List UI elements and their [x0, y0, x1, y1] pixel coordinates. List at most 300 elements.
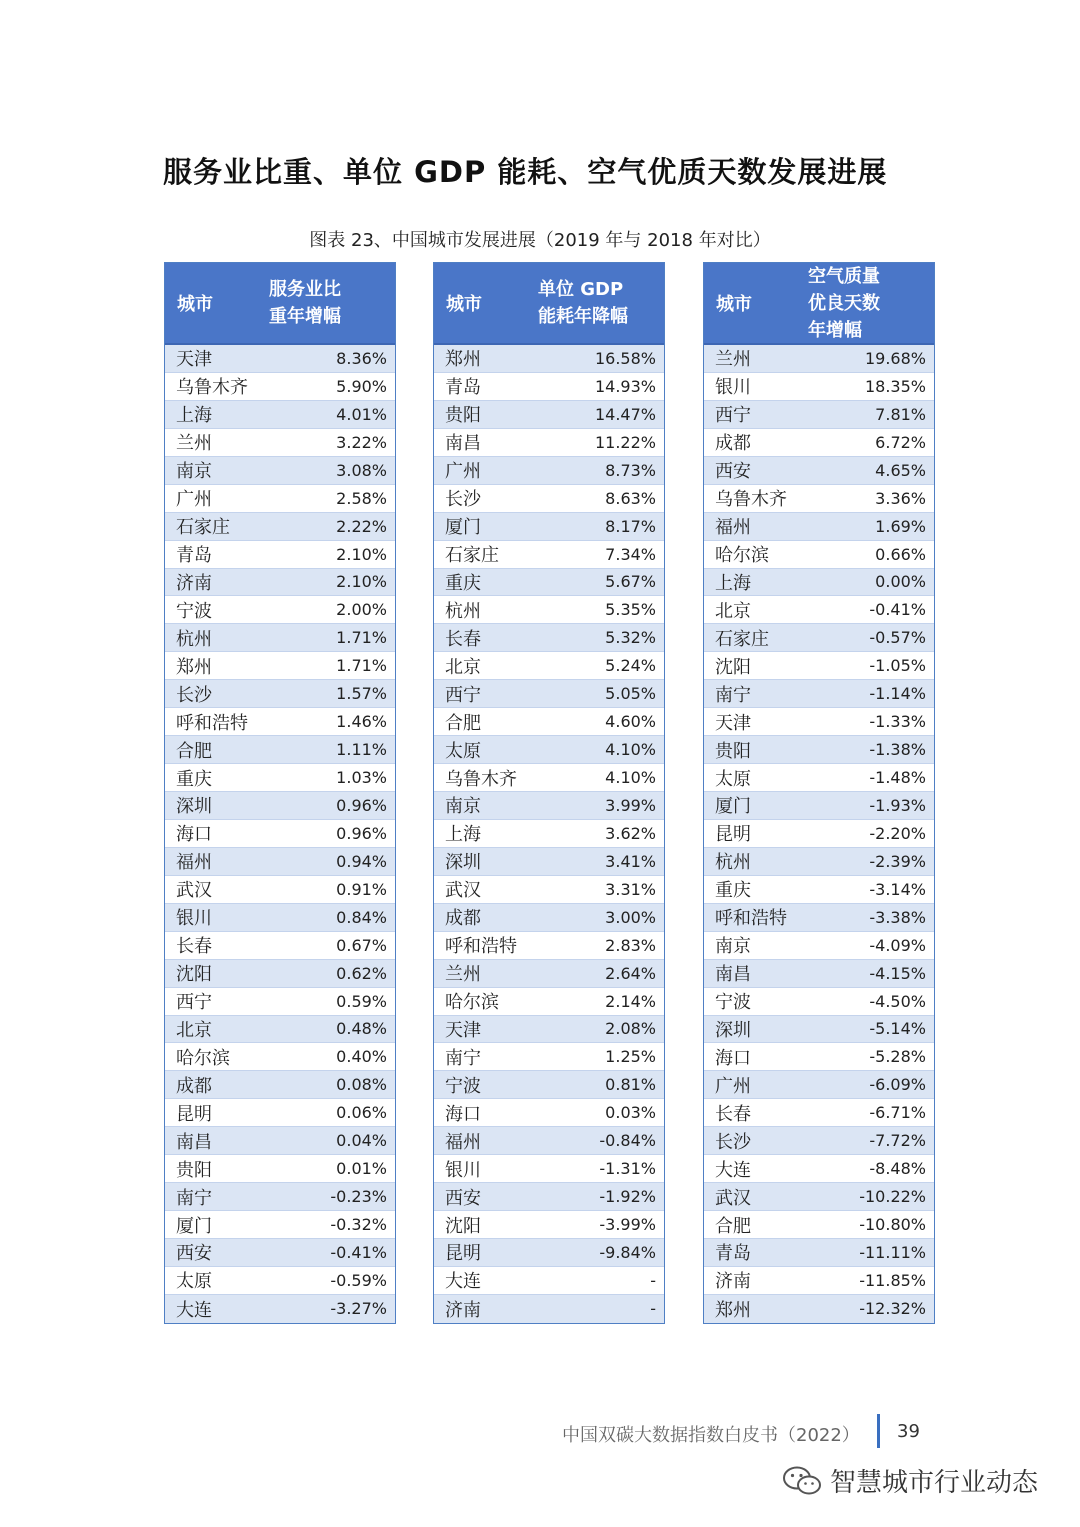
- table-gdp-energy: [433, 262, 665, 1324]
- metric-value: -10.80%: [859, 1215, 926, 1235]
- page-number: 39: [897, 1421, 920, 1442]
- table-row: [434, 513, 664, 541]
- metric-value: 0.84%: [336, 907, 387, 927]
- metric-value: 3.00%: [605, 907, 656, 927]
- metric-value: -11.11%: [859, 1242, 926, 1262]
- city-name: 大连: [445, 1271, 481, 1293]
- city-name: 广州: [715, 1075, 751, 1097]
- metric-value: 18.35%: [864, 376, 926, 396]
- city-name: 宁波: [715, 992, 751, 1014]
- city-name: 西宁: [445, 684, 481, 706]
- city-name: 太原: [445, 740, 481, 762]
- table-row: [434, 485, 664, 513]
- metric-value: 0.01%: [336, 1159, 387, 1179]
- header-metric: [269, 276, 395, 330]
- metric-value: 0.00%: [875, 572, 926, 592]
- table-row: [165, 1267, 395, 1295]
- city-name: 石家庄: [445, 545, 499, 567]
- table-row: [165, 1183, 395, 1211]
- city-name: 呼和浩特: [176, 712, 248, 734]
- table-row: [434, 457, 664, 485]
- table-row: [165, 988, 395, 1016]
- city-name: 北京: [176, 1019, 212, 1041]
- metric-value: 0.04%: [336, 1131, 387, 1151]
- table-row: [434, 680, 664, 708]
- metric-value: 3.36%: [875, 488, 926, 508]
- table-row: [165, 513, 395, 541]
- city-name: 大连: [715, 1159, 751, 1181]
- metric-value: 2.08%: [605, 1019, 656, 1039]
- metric-value: -1.14%: [869, 684, 926, 704]
- city-name: 青岛: [176, 545, 212, 567]
- header-metric-line: 服务业比: [269, 279, 341, 300]
- metric-value: -: [650, 1299, 656, 1319]
- metric-value: -1.33%: [869, 712, 926, 732]
- table-row: [434, 932, 664, 960]
- table-row: [704, 708, 934, 736]
- city-name: 上海: [715, 572, 751, 594]
- table-row: [704, 792, 934, 820]
- table-row: [434, 345, 664, 373]
- table-row: [704, 569, 934, 597]
- table-row: [165, 848, 395, 876]
- city-name: 上海: [176, 405, 212, 427]
- city-name: 青岛: [445, 377, 481, 399]
- metric-value: -5.28%: [869, 1047, 926, 1067]
- metric-value: 0.03%: [605, 1103, 656, 1123]
- table-row: [704, 652, 934, 680]
- city-name: 武汉: [176, 880, 212, 902]
- table-row: [704, 624, 934, 652]
- table-row: [434, 960, 664, 988]
- metric-value: 1.69%: [875, 516, 926, 536]
- metric-value: -3.99%: [599, 1215, 656, 1235]
- metric-value: 0.08%: [336, 1075, 387, 1095]
- city-name: 长春: [176, 936, 212, 958]
- table-row: [165, 429, 395, 457]
- table-row: [165, 736, 395, 764]
- city-name: 郑州: [715, 1299, 751, 1321]
- metric-value: 2.58%: [336, 488, 387, 508]
- table-row: [434, 596, 664, 624]
- table-row: [704, 1016, 934, 1044]
- metric-value: 1.71%: [336, 628, 387, 648]
- city-name: 合肥: [445, 712, 481, 734]
- city-name: 杭州: [715, 852, 751, 874]
- table-row: [704, 1155, 934, 1183]
- metric-value: 1.03%: [336, 768, 387, 788]
- header-metric-line: 空气质量: [808, 265, 880, 287]
- table-row: [704, 764, 934, 792]
- table-row: [165, 624, 395, 652]
- metric-value: -12.32%: [859, 1299, 926, 1319]
- metric-value: -0.57%: [869, 628, 926, 648]
- city-name: 昆明: [445, 1243, 481, 1265]
- metric-value: 2.00%: [336, 600, 387, 620]
- city-name: 天津: [445, 1019, 481, 1041]
- table-row: [434, 1127, 664, 1155]
- table-row: [704, 904, 934, 932]
- metric-value: 3.22%: [336, 432, 387, 452]
- metric-value: -7.72%: [869, 1131, 926, 1151]
- table-row: [165, 1071, 395, 1099]
- metric-value: -10.22%: [859, 1187, 926, 1207]
- table-row: [165, 401, 395, 429]
- city-name: 昆明: [176, 1103, 212, 1125]
- city-name: 厦门: [176, 1215, 212, 1237]
- table-row: [165, 876, 395, 904]
- table-row: [434, 848, 664, 876]
- city-name: 长春: [715, 1103, 751, 1125]
- metric-value: 0.96%: [336, 823, 387, 843]
- footer-divider: [877, 1414, 880, 1448]
- table-row: [165, 1127, 395, 1155]
- metric-value: 4.10%: [605, 768, 656, 788]
- city-name: 银川: [715, 377, 751, 399]
- metric-value: 11.22%: [594, 432, 656, 452]
- city-name: 济南: [715, 1271, 751, 1293]
- metric-value: 7.81%: [875, 404, 926, 424]
- city-name: 天津: [176, 349, 212, 371]
- table-row: [434, 1267, 664, 1295]
- city-name: 昆明: [715, 824, 751, 846]
- city-name: 广州: [176, 489, 212, 511]
- metric-value: 0.62%: [336, 963, 387, 983]
- table-row: [434, 652, 664, 680]
- city-name: 大连: [176, 1299, 212, 1321]
- header-metric-line: 能耗年降幅: [538, 306, 628, 327]
- city-name: 西安: [176, 1243, 212, 1265]
- metric-value: 0.91%: [336, 879, 387, 899]
- metric-value: 5.90%: [336, 376, 387, 396]
- table-row: [434, 1239, 664, 1267]
- table-row: [165, 596, 395, 624]
- city-name: 武汉: [715, 1187, 751, 1209]
- table-row: [165, 960, 395, 988]
- table-row: [434, 1295, 664, 1323]
- city-name: 长春: [445, 628, 481, 650]
- metric-value: 0.06%: [336, 1103, 387, 1123]
- city-name: 石家庄: [176, 517, 230, 539]
- metric-value: -0.59%: [330, 1270, 387, 1290]
- table-row: [165, 792, 395, 820]
- city-name: 海口: [715, 1047, 751, 1069]
- city-name: 厦门: [445, 517, 481, 539]
- metric-value: -6.09%: [869, 1075, 926, 1095]
- metric-value: 0.40%: [336, 1047, 387, 1067]
- metric-value: -11.85%: [859, 1270, 926, 1290]
- header-metric-line: 年增幅: [808, 319, 862, 341]
- metric-value: 0.94%: [336, 851, 387, 871]
- table-row: [165, 569, 395, 597]
- metric-value: -: [650, 1270, 656, 1290]
- wechat-watermark: [782, 1462, 1038, 1499]
- metric-value: 1.25%: [605, 1047, 656, 1067]
- table-row: [165, 1043, 395, 1071]
- metric-value: -1.05%: [869, 656, 926, 676]
- city-name: 沈阳: [445, 1215, 481, 1237]
- table-row: [704, 988, 934, 1016]
- city-name: 福州: [445, 1131, 481, 1153]
- metric-value: -3.14%: [869, 879, 926, 899]
- metric-value: 0.48%: [336, 1019, 387, 1039]
- table-row: [704, 1099, 934, 1127]
- city-name: 贵阳: [445, 405, 481, 427]
- table-row: [165, 541, 395, 569]
- metric-value: 8.36%: [336, 348, 387, 368]
- table-row: [434, 736, 664, 764]
- city-name: 海口: [176, 824, 212, 846]
- table-row: [434, 429, 664, 457]
- city-name: 南宁: [715, 684, 751, 706]
- city-name: 天津: [715, 712, 751, 734]
- header-metric-line: 重年增幅: [269, 306, 341, 327]
- city-name: 上海: [445, 824, 481, 846]
- table-service-sector: [164, 262, 396, 1324]
- city-name: 兰州: [715, 349, 751, 371]
- metric-value: 8.17%: [605, 516, 656, 536]
- city-name: 郑州: [445, 349, 481, 371]
- table-row: [704, 1043, 934, 1071]
- header-city: 城市: [177, 294, 213, 315]
- city-name: 深圳: [445, 852, 481, 874]
- metric-value: 14.93%: [594, 376, 656, 396]
- city-name: 呼和浩特: [445, 936, 517, 958]
- city-name: 重庆: [176, 768, 212, 790]
- table-caption: 图表 23、中国城市发展进展（2019 年与 2018 年对比）: [309, 230, 771, 251]
- metric-value: 1.71%: [336, 656, 387, 676]
- metric-value: 8.63%: [605, 488, 656, 508]
- city-name: 北京: [445, 656, 481, 678]
- metric-value: 2.83%: [605, 935, 656, 955]
- city-name: 杭州: [445, 600, 481, 622]
- metric-value: -6.71%: [869, 1103, 926, 1123]
- city-name: 海口: [445, 1103, 481, 1125]
- city-name: 深圳: [715, 1019, 751, 1041]
- metric-value: 4.60%: [605, 712, 656, 732]
- metric-value: -0.84%: [599, 1131, 656, 1151]
- city-name: 长沙: [176, 684, 212, 706]
- table-header: [434, 263, 664, 345]
- metric-value: -2.20%: [869, 823, 926, 843]
- city-name: 成都: [715, 433, 751, 455]
- table-row: [704, 1127, 934, 1155]
- city-name: 南宁: [445, 1047, 481, 1069]
- table-row: [434, 876, 664, 904]
- metric-value: 14.47%: [594, 404, 656, 424]
- city-name: 青岛: [715, 1243, 751, 1265]
- table-row: [434, 904, 664, 932]
- table-row: [704, 345, 934, 373]
- city-name: 福州: [176, 852, 212, 874]
- metric-value: 1.46%: [336, 712, 387, 732]
- city-name: 南京: [445, 796, 481, 818]
- table-row: [165, 680, 395, 708]
- city-name: 兰州: [445, 964, 481, 986]
- city-name: 广州: [445, 461, 481, 483]
- metric-value: -2.39%: [869, 851, 926, 871]
- metric-value: -0.32%: [330, 1215, 387, 1235]
- table-row: [704, 457, 934, 485]
- header-metric-line: 优良天数: [808, 292, 880, 314]
- table-row: [165, 820, 395, 848]
- metric-value: 1.57%: [336, 684, 387, 704]
- metric-value: 2.22%: [336, 516, 387, 536]
- table-row: [704, 960, 934, 988]
- table-row: [704, 932, 934, 960]
- city-name: 呼和浩特: [715, 908, 787, 930]
- metric-value: 8.73%: [605, 460, 656, 480]
- city-name: 哈尔滨: [715, 545, 769, 567]
- metric-value: 3.41%: [605, 851, 656, 871]
- table-row: [704, 1211, 934, 1239]
- table-row: [434, 373, 664, 401]
- header-metric: [538, 276, 664, 330]
- page-title: 服务业比重、单位 GDP 能耗、空气优质天数发展进展: [163, 155, 888, 189]
- table-row: [704, 1267, 934, 1295]
- table-row: [704, 485, 934, 513]
- table-row: [704, 848, 934, 876]
- metric-value: -4.09%: [869, 935, 926, 955]
- metric-value: 0.59%: [336, 991, 387, 1011]
- city-name: 银川: [445, 1159, 481, 1181]
- table-row: [434, 624, 664, 652]
- table-row: [434, 820, 664, 848]
- city-name: 重庆: [715, 880, 751, 902]
- metric-value: 4.10%: [605, 740, 656, 760]
- table-row: [165, 1239, 395, 1267]
- table-row: [165, 904, 395, 932]
- header-city: 城市: [716, 294, 752, 315]
- city-name: 西安: [715, 461, 751, 483]
- metric-value: 2.14%: [605, 991, 656, 1011]
- metric-value: -3.27%: [330, 1299, 387, 1319]
- table-row: [165, 652, 395, 680]
- table-row: [704, 680, 934, 708]
- metric-value: -4.50%: [869, 991, 926, 1011]
- metric-value: 0.67%: [336, 935, 387, 955]
- city-name: 哈尔滨: [176, 1047, 230, 1069]
- table-row: [434, 569, 664, 597]
- city-name: 济南: [176, 572, 212, 594]
- metric-value: -8.48%: [869, 1159, 926, 1179]
- metric-value: -1.31%: [599, 1159, 656, 1179]
- city-name: 西安: [445, 1187, 481, 1209]
- table-row: [165, 1099, 395, 1127]
- city-name: 武汉: [445, 880, 481, 902]
- header-city: 城市: [446, 294, 482, 315]
- city-name: 长沙: [445, 489, 481, 511]
- city-name: 济南: [445, 1299, 481, 1321]
- city-name: 厦门: [715, 796, 751, 818]
- table-row: [165, 708, 395, 736]
- metric-value: 2.10%: [336, 544, 387, 564]
- metric-value: -3.38%: [869, 907, 926, 927]
- metric-value: 4.65%: [875, 460, 926, 480]
- metric-value: -1.38%: [869, 740, 926, 760]
- city-name: 成都: [445, 908, 481, 930]
- table-row: [165, 1016, 395, 1044]
- metric-value: 0.66%: [875, 544, 926, 564]
- table-row: [704, 541, 934, 569]
- city-name: 乌鲁木齐: [445, 768, 517, 790]
- table-row: [165, 1211, 395, 1239]
- table-row: [704, 596, 934, 624]
- city-name: 深圳: [176, 796, 212, 818]
- table-row: [434, 1155, 664, 1183]
- metric-value: -9.84%: [599, 1242, 656, 1262]
- table-row: [434, 764, 664, 792]
- table-row: [165, 345, 395, 373]
- header-metric-line: 单位 GDP: [538, 279, 624, 300]
- table-row: [434, 1016, 664, 1044]
- table-row: [165, 1155, 395, 1183]
- city-name: 北京: [715, 600, 751, 622]
- table-row: [704, 373, 934, 401]
- metric-value: 4.01%: [336, 404, 387, 424]
- metric-value: -0.23%: [330, 1187, 387, 1207]
- city-name: 合肥: [715, 1215, 751, 1237]
- city-name: 太原: [176, 1271, 212, 1293]
- table-row: [165, 457, 395, 485]
- metric-value: 0.81%: [605, 1075, 656, 1095]
- table-row: [165, 1295, 395, 1323]
- city-name: 太原: [715, 768, 751, 790]
- city-name: 重庆: [445, 572, 481, 594]
- table-row: [704, 1183, 934, 1211]
- table-row: [434, 1071, 664, 1099]
- city-name: 西宁: [176, 992, 212, 1014]
- city-name: 沈阳: [176, 964, 212, 986]
- city-name: 南昌: [445, 433, 481, 455]
- city-name: 石家庄: [715, 628, 769, 650]
- city-name: 南京: [176, 461, 212, 483]
- table-header: [704, 263, 934, 345]
- table-row: [165, 485, 395, 513]
- city-name: 宁波: [445, 1075, 481, 1097]
- table-row: [704, 1295, 934, 1323]
- metric-value: -5.14%: [869, 1019, 926, 1039]
- city-name: 宁波: [176, 600, 212, 622]
- header-metric: [808, 263, 934, 344]
- city-name: 郑州: [176, 656, 212, 678]
- table-row: [704, 820, 934, 848]
- metric-value: 2.10%: [336, 572, 387, 592]
- metric-value: -1.93%: [869, 795, 926, 815]
- city-name: 乌鲁木齐: [176, 377, 248, 399]
- city-name: 南宁: [176, 1187, 212, 1209]
- metric-value: 3.62%: [605, 823, 656, 843]
- city-name: 贵阳: [176, 1159, 212, 1181]
- city-name: 长沙: [715, 1131, 751, 1153]
- table-row: [704, 429, 934, 457]
- table-row: [704, 401, 934, 429]
- table-row: [434, 792, 664, 820]
- city-name: 合肥: [176, 740, 212, 762]
- city-name: 贵阳: [715, 740, 751, 762]
- city-name: 兰州: [176, 433, 212, 455]
- table-header: [165, 263, 395, 345]
- table-row: [434, 988, 664, 1016]
- table-row: [165, 932, 395, 960]
- metric-value: 5.05%: [605, 684, 656, 704]
- metric-value: 5.24%: [605, 656, 656, 676]
- metric-value: -0.41%: [330, 1242, 387, 1262]
- city-name: 南昌: [715, 964, 751, 986]
- city-name: 银川: [176, 908, 212, 930]
- table-row: [704, 1239, 934, 1267]
- metric-value: 5.67%: [605, 572, 656, 592]
